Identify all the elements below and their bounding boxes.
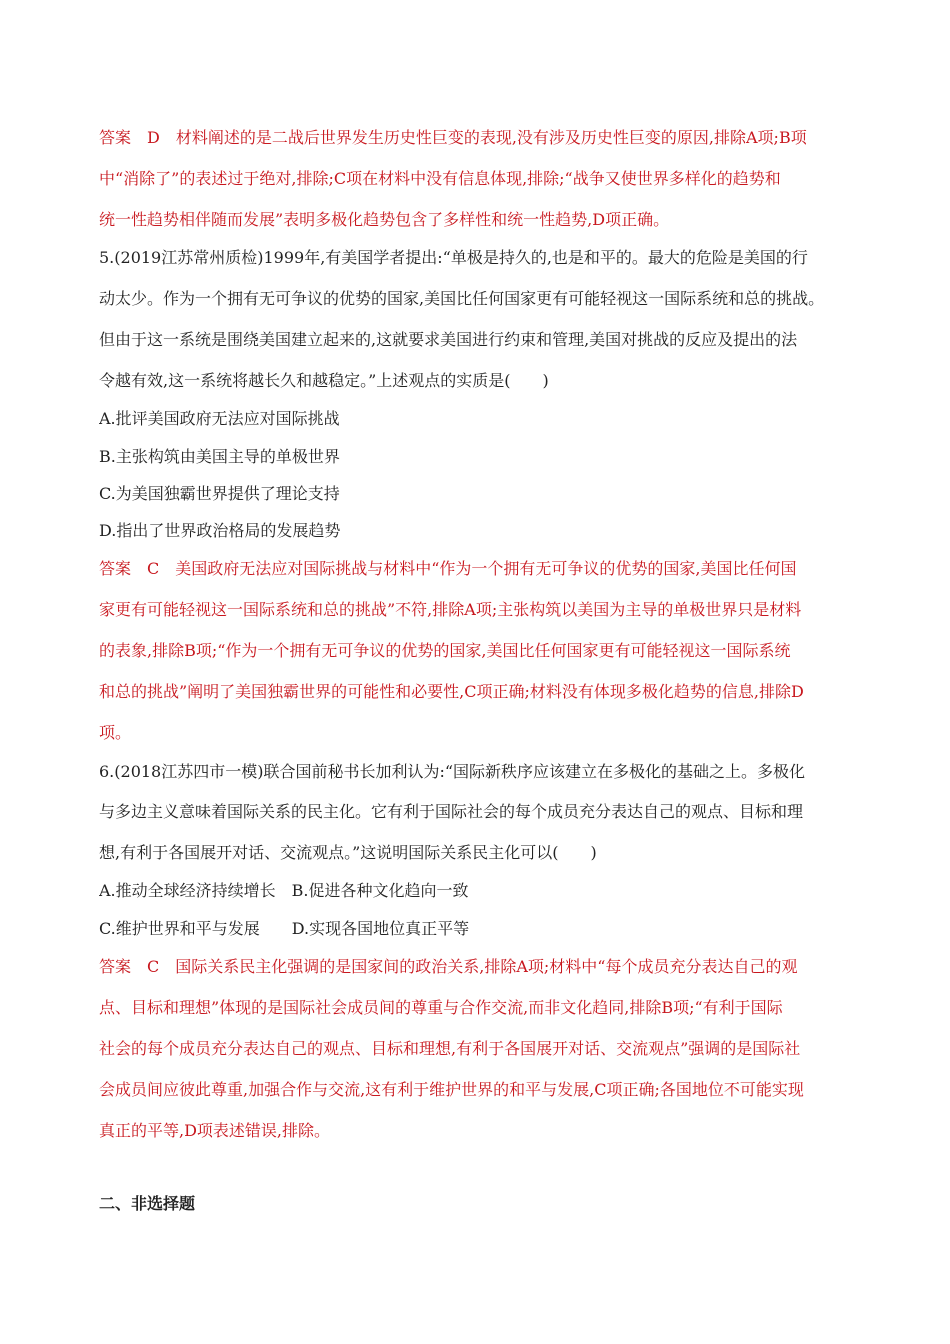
option-5-c: C.为美国独霸世界提供了理论支持	[99, 484, 340, 503]
answer-4-line-2: 中“消除了”的表述过于绝对,排除;C项在材料中没有信息体现,排除;“战争又使世界多样化的趋势和	[99, 169, 781, 188]
option-5-d: D.指出了世界政治格局的发展趋势	[99, 521, 341, 540]
option-5-b: B.主张构筑由美国主导的单极世界	[99, 447, 340, 466]
question-5-line-4: 令越有效,这一系统将越长久和越稳定。”上述观点的实质是( )	[99, 371, 549, 390]
answer-6-line-1: 答案 C 国际关系民主化强调的是国家间的政治关系,排除A项;材料中“每个成员充分表达自己的观	[99, 957, 798, 976]
question-5-line-1: 5.(2019江苏常州质检)1999年,有美国学者提出:“单极是持久的,也是和平的。最大的危险是美国的行	[99, 248, 808, 267]
answer-5-line-5: 项。	[99, 723, 132, 742]
answer-5-line-4: 和总的挑战”阐明了美国独霸世界的可能性和必要性,C项正确;材料没有体现多极化趋势的信息,排除D	[99, 682, 804, 701]
answer-6-line-4: 会成员间应彼此尊重,加强合作与交流,这有利于维护世界的和平与发展,C项正确;各国地位不可能实现	[99, 1080, 804, 1099]
answer-5-line-2: 家更有可能轻视这一国际系统和总的挑战”不符,排除A项;主张构筑以美国为主导的单极世界只是材料	[99, 600, 802, 619]
answer-4-line-3: 统一性趋势相伴随而发展”表明多极化趋势包含了多样性和统一性趋势,D项正确。	[99, 210, 670, 229]
section-heading: 二、非选择题	[99, 1194, 196, 1213]
question-5-line-2: 动太少。作为一个拥有无可争议的优势的国家,美国比任何国家更有可能轻视这一国际系统和总的挑战。	[99, 289, 825, 308]
question-6-line-2: 与多边主义意味着国际关系的民主化。它有利于国际社会的每个成员充分表达自己的观点、目标和理	[99, 802, 804, 821]
answer-6-line-3: 社会的每个成员充分表达自己的观点、目标和理想,有利于各国展开对话、交流观点”强调的是国际社	[99, 1039, 801, 1058]
options-6-line-2: C.维护世界和平与发展 D.实现各国地位真正平等	[99, 919, 470, 938]
question-5-line-3: 但由于这一系统是围绕美国建立起来的,这就要求美国进行约束和管理,美国对挑战的反应及提出的法	[99, 330, 798, 349]
answer-4-line-1: 答案 D 材料阐述的是二战后世界发生历史性巨变的表现,没有涉及历史性巨变的原因,排除A项;B项	[99, 128, 807, 147]
options-6-line-1: A.推动全球经济持续增长 B.促进各种文化趋向一致	[99, 881, 469, 900]
question-6-line-1: 6.(2018江苏四市一模)联合国前秘书长加利认为:“国际新秩序应该建立在多极化的基础之上。多极化	[99, 762, 806, 781]
answer-5-line-1: 答案 C 美国政府无法应对国际挑战与材料中“作为一个拥有无可争议的优势的国家,美国比任何国	[99, 559, 797, 578]
answer-5-line-3: 的表象,排除B项;“作为一个拥有无可争议的优势的国家,美国比任何国家更有可能轻视这一国际系统	[99, 641, 791, 660]
option-5-a: A.批评美国政府无法应对国际挑战	[99, 409, 340, 428]
question-6-line-3: 想,有利于各国展开对话、交流观点。”这说明国际关系民主化可以( )	[99, 843, 597, 862]
answer-6-line-5: 真正的平等,D项表述错误,排除。	[99, 1121, 331, 1140]
answer-6-line-2: 点、目标和理想”体现的是国际社会成员间的尊重与合作交流,而非文化趋同,排除B项;“有利于国际	[99, 998, 783, 1017]
